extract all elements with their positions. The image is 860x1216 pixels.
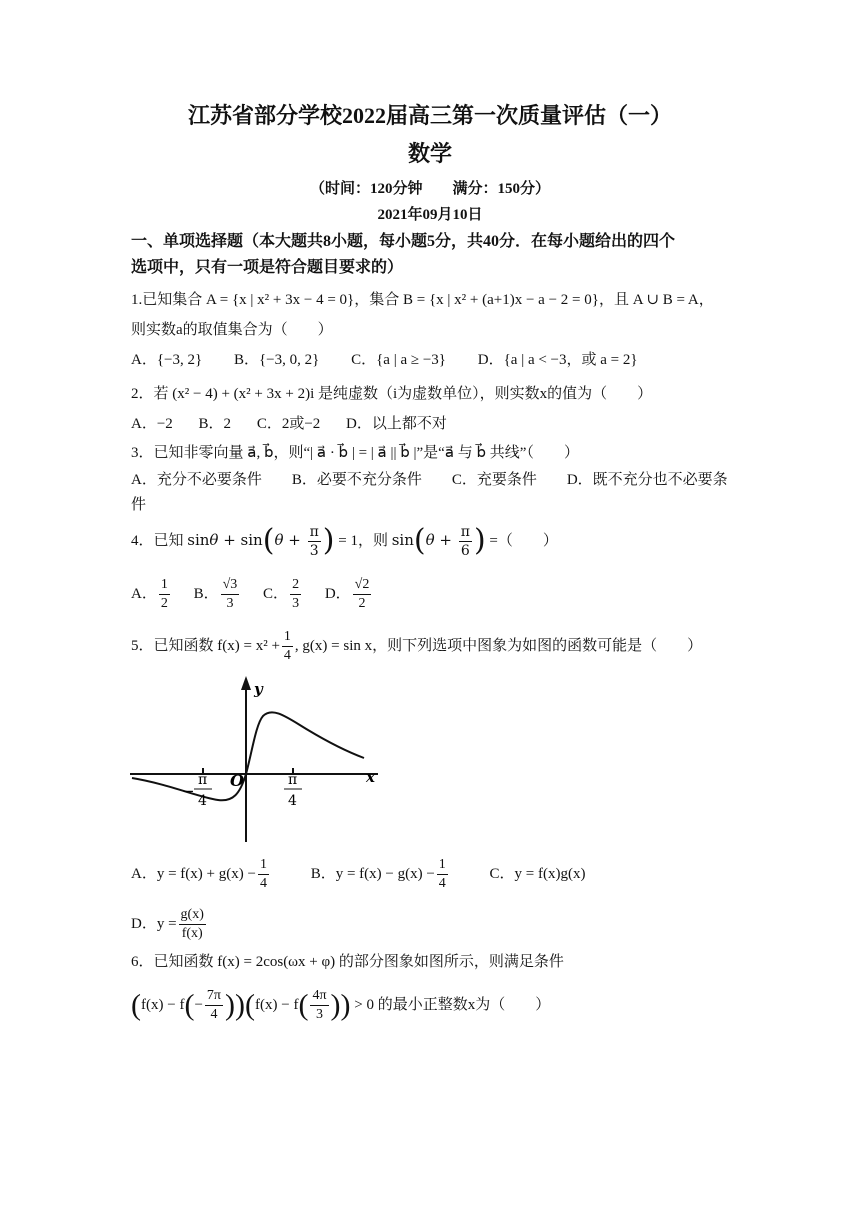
pos-pi-label: π	[288, 772, 298, 788]
q4-stem	[131, 520, 734, 561]
q4-option-d: D． $\frac{√2}{2}$	[324, 577, 370, 612]
q6-condition-suffix: > 0 的最小正整数x为（ ）	[354, 997, 551, 1013]
exam-date: 2021年09月10日	[377, 207, 483, 223]
x-axis-label: x	[366, 768, 375, 786]
q1-option-a: A．{−3, 2}	[131, 352, 203, 368]
time-score-line: （时间：120分钟 满分：150分）	[309, 181, 550, 197]
q4-option-b: B． $\frac{√3}{3}$	[193, 577, 238, 612]
q1-stem-continued: 则实数a的取值集合为（ ）	[131, 322, 333, 338]
q5-option-c: C．y = f(x)g(x)	[489, 866, 586, 882]
q2-option-b: B．2	[198, 416, 232, 432]
y-axis-label: y	[254, 680, 263, 698]
y-axis-arrow-icon	[241, 676, 251, 690]
neg-pi-label: π	[198, 772, 208, 788]
q5-option-a: A．y = f(x) + g(x) − $\frac{1}{4}$	[131, 857, 267, 892]
q1-stem: 1.已知集合 A = {x | x² + 3x − 4 = 0}，集合 B = {x | x² + (a+1)x − a − 2 = 0}，且 A ∪ B = A，	[131, 292, 714, 308]
q1-option-c: C．{a | a ≥ −3}	[351, 352, 446, 368]
q4-options	[131, 574, 734, 614]
q4-equation: sinθ + sin(θ + $\frac{\pi}{3}$ )	[187, 523, 335, 559]
q5-stem-prefix: 5．已知函数 f(x) = x² +	[131, 638, 280, 654]
q2-option-a: A．−2	[131, 416, 173, 432]
q6-condition: (f(x) − f(− $\frac{7\pi}{4}$ ))(f(x) − f( $\frac{4\pi}{3}$ )) > 0 的最小正整数x为（ ）	[131, 988, 551, 1023]
q3-stem: 3．已知非零向量 a⃗, b⃗，则“| a⃗ · b⃗ | = | a⃗ || b⃗ |”是“a⃗ 与 b⃗ 共线”（ ）	[131, 445, 579, 461]
q5-option-b: B．y = f(x) − g(x) − $\frac{1}{4}$	[310, 857, 446, 892]
q6-stem: 6．已知函数 f(x) = 2cos(ωx + φ) 的部分图象如图所示，则满足条件	[131, 954, 564, 970]
q4-stem-suffix: =（ ）	[489, 533, 558, 549]
q5-function-graph	[128, 672, 388, 852]
q2-stem: 2．若 (x² − 4) + (x² + 3x + 2)i 是纯虚数（i为虚数单位），则实数x的值为（ ）	[131, 386, 653, 402]
q4-option-a: A． $\frac{1}{2}$	[131, 577, 168, 612]
q2-options	[131, 414, 734, 434]
q2-option-c: C．2或−2	[256, 416, 321, 432]
section-heading-line1: 一、单项选择题（本大题共8小题，每小题5分，共40分．在每小题给出的四个	[131, 233, 676, 250]
q2-option-d: D．以上都不对	[346, 416, 447, 432]
q5-stem: 5．已知函数 f(x) = x² + $\frac{1}{4}$ , g(x) = sin x，则下列选项中图象为如图的函数可能是（ ）	[131, 629, 703, 664]
subject-title: 数学	[407, 141, 452, 166]
neg-sign-label: −	[182, 782, 195, 800]
section-heading-line2: 选项中，只有一项是符合题目要求的）	[131, 259, 404, 276]
q5-stem-suffix: , g(x) = sin x，则下列选项中图象为如图的函数可能是（ ）	[294, 638, 703, 654]
q3-options-line1: A．充分不必要条件 B．必要不充分条件 C．充要条件 D．既不充分也不必要条	[131, 472, 728, 488]
q4-option-c: C． $\frac{2}{3}$	[263, 577, 300, 612]
origin-label: O	[230, 771, 244, 790]
q1-option-d: D．{a | a < −3，或 a = 2}	[477, 352, 638, 368]
pos-four-label: 4	[288, 793, 297, 809]
q5-options-abc	[131, 854, 734, 894]
q1-options	[131, 350, 734, 370]
q4-stem-prefix: 4．已知	[131, 533, 184, 549]
function-curve	[132, 712, 364, 800]
q1-option-b: B．{−3, 0, 2}	[233, 352, 320, 368]
q3-options-line2: 件	[131, 497, 147, 513]
q4-target-expression: sin(θ + $\frac{\pi}{6}$ )	[391, 523, 486, 559]
q5-option-d: D．y = $\frac{g(x)}{f(x)}$	[131, 907, 204, 942]
exam-title: 江苏省部分学校2022届高三第一次质量评估（一）	[187, 103, 672, 128]
q4-stem-middle: = 1，则	[338, 533, 388, 549]
neg-four-label: 4	[198, 793, 207, 809]
